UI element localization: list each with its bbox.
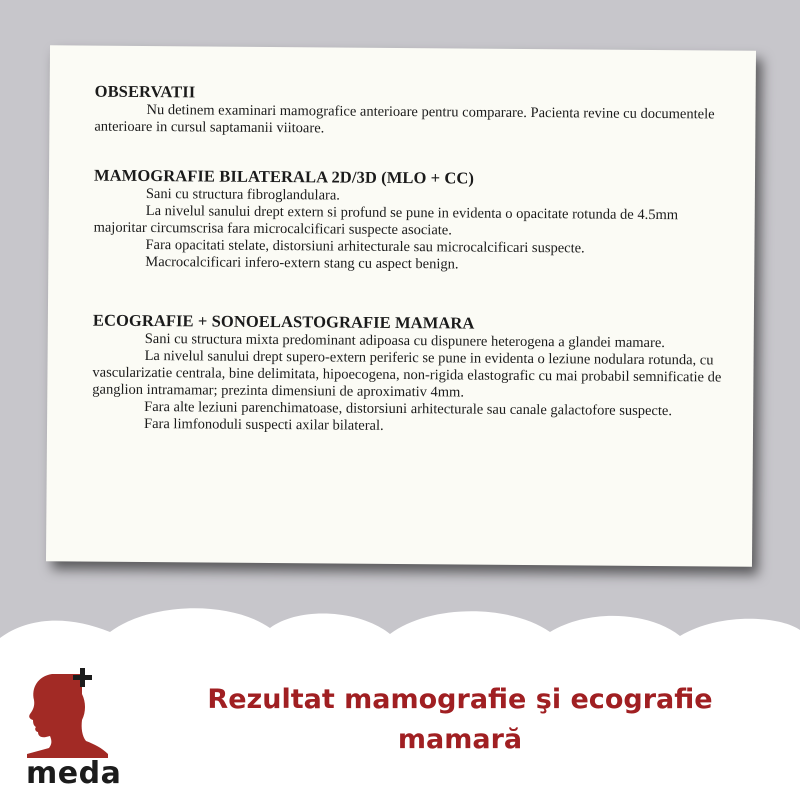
section-paragraph: La nivelul sanului drept extern si profund se pune in evidenta o opacitate rotunda de 4.5mm majoritar circumscrisa fara microcalcificari suspecte asociate.: [93, 202, 679, 239]
section-paragraph: Nu detinem examinari mamografice anterioare pentru comparare. Pacienta revine cu documentele anterioare in cursul saptamanii viitoare.: [94, 101, 715, 137]
section-heading: MAMOGRAFIE BILATERALA 2D/3D (MLO + CC): [93, 165, 475, 188]
document-content: [92, 82, 735, 468]
section-mamografie: [93, 166, 734, 276]
section-paragraph: Sani cu structura fibroglandulara.: [145, 185, 341, 204]
logo-text: meda: [26, 756, 122, 791]
section-observatii: [94, 82, 734, 141]
section-heading: OBSERVATII: [94, 81, 196, 102]
document-photo: [46, 45, 756, 567]
section-heading: ECOGRAFIE + SONOELASTOGRAFIE MAMARA: [92, 310, 475, 333]
section-paragraph: Sani cu structura mixta predominant adipoasa cu dispunere heterogena a glandei mamare.: [144, 330, 665, 352]
section-paragraph: Macrocalcificari infero-extern stang cu aspect benign.: [145, 253, 459, 273]
head-silhouette-plus-icon: [22, 668, 112, 758]
section-ecografie: [92, 311, 733, 438]
page-title: Rezultat mamografie şi ecografie mamară: [207, 684, 713, 755]
section-paragraph: Fara opacitati stelate, distorsiuni arhitecturale sau microcalcificari suspecte.: [145, 236, 585, 257]
section-paragraph: Fara alte leziuni parenchimatoase, distorsiuni arhitecturale sau canale galactofore suspecte.: [144, 398, 673, 420]
section-paragraph: Fara limfonoduli suspecti axilar bilateral.: [144, 415, 384, 434]
section-paragraph: La nivelul sanului drept supero-extern periferic se pune in evidenta o leziune nodulara rotunda, cu vascularizatie centrala, bine delimitata, hipoecogena, non-rigida elastografic cu mai probabil semnificatie de ganglion intramamar; prezinta dimensiuni de aproximativ 4mm.: [92, 347, 722, 401]
